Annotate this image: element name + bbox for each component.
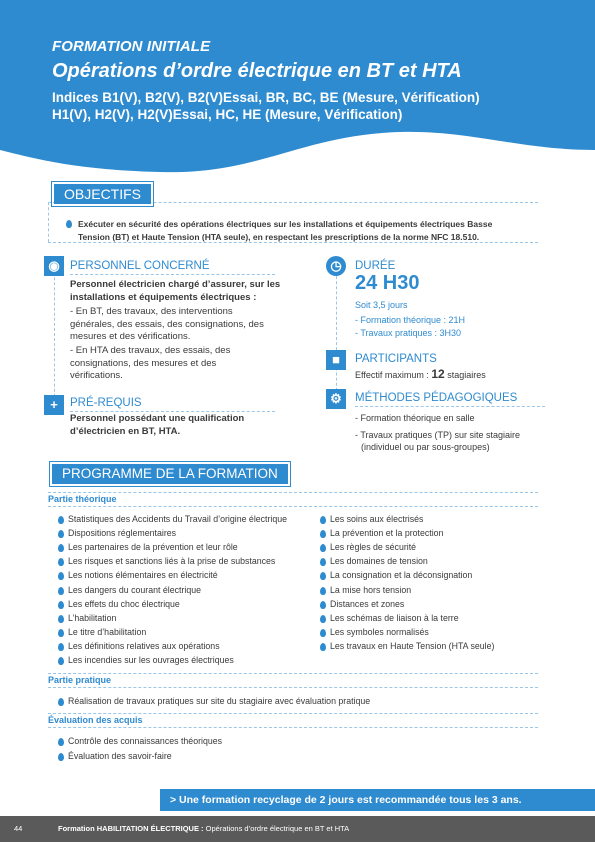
list-item xyxy=(330,556,428,566)
indices-line-2: H1(V), H2(V), H2(V)Essai, HC, HE (Mesure, Vérification) xyxy=(52,107,403,122)
list-item-text: La mise hors tension xyxy=(330,584,412,595)
divider xyxy=(70,274,275,275)
list-item-text: Les incendies sur les ouvrages électriques xyxy=(68,655,234,665)
list-item-text: L’habilitation xyxy=(68,612,117,623)
bullet-icon xyxy=(320,643,326,651)
list-item-text: Les effets du choc électrique xyxy=(68,598,180,609)
list-item-text: Les soins aux électrisés xyxy=(330,514,424,524)
kicker: FORMATION INITIALE xyxy=(52,38,211,55)
list-item xyxy=(68,599,180,609)
participants-max: 12 xyxy=(431,367,445,381)
list-item xyxy=(68,736,222,746)
bullet-icon xyxy=(58,516,64,524)
divider xyxy=(355,406,545,407)
list-item xyxy=(68,627,146,637)
footer-title: Opérations d’ordre électrique en BT et HTA xyxy=(205,824,350,833)
list-item-text: Contrôle des connaissances théoriques xyxy=(68,736,223,746)
list-item-text: Les dangers du courant électrique xyxy=(68,584,202,595)
list-item-text: Le titre d’habilitation xyxy=(68,626,147,637)
bullet-icon xyxy=(320,530,326,538)
list-item xyxy=(68,696,370,706)
list-item xyxy=(330,627,429,637)
list-item xyxy=(68,542,238,552)
divider xyxy=(48,492,538,493)
list-item xyxy=(330,542,416,552)
list-item xyxy=(330,599,404,609)
participants-icon: ■ xyxy=(326,350,346,370)
bullet-icon xyxy=(58,753,64,761)
list-item xyxy=(68,655,234,665)
bullet-icon xyxy=(58,615,64,623)
divider xyxy=(336,266,337,406)
methodes-title: MÉTHODES PÉDAGOGIQUES xyxy=(355,392,518,404)
list-item xyxy=(330,585,411,595)
list-item xyxy=(68,514,287,524)
list-item-text: Statistiques des Accidents du Travail d’origine électrique xyxy=(68,514,288,524)
list-item-text: Les domaines de tension xyxy=(330,556,428,567)
divider xyxy=(54,262,55,412)
plus-icon: + xyxy=(44,395,64,415)
duree-practice: - Travaux pratiques : 3H30 xyxy=(355,328,462,338)
prerequis-title: PRÉ-REQUIS xyxy=(70,397,142,409)
divider xyxy=(48,713,538,714)
list-item-text: La consignation et la déconsignation xyxy=(330,570,473,581)
list-item xyxy=(68,613,116,623)
bullet-icon xyxy=(58,530,64,538)
participants-title: PARTICIPANTS xyxy=(355,353,437,365)
bullet-icon xyxy=(58,643,64,651)
theory-title: Partie théorique xyxy=(48,494,117,504)
list-item-text: La prévention et la protection xyxy=(330,528,444,539)
bullet-icon xyxy=(58,657,64,665)
gears-icon: ⚙ xyxy=(326,389,346,409)
divider xyxy=(48,202,49,242)
list-item xyxy=(68,641,220,651)
list-item xyxy=(68,556,275,566)
divider xyxy=(48,506,538,507)
programme-title: PROGRAMME DE LA FORMATION xyxy=(52,464,288,484)
bullet-icon xyxy=(320,601,326,609)
list-item-text: Les risques et sanctions liés à la prise de substances xyxy=(68,556,276,567)
page-title: Opérations d’ordre électrique en BT et HTA xyxy=(52,60,462,82)
list-item-text: Réalisation de travaux pratiques sur site du stagiaire avec évaluation pratique xyxy=(68,696,371,706)
duree-days: Soit 3,5 jours xyxy=(355,300,408,310)
recyclage-banner: > Une formation recyclage de 2 jours est recommandée tous les 3 ans. xyxy=(160,789,595,811)
bullet-icon xyxy=(58,544,64,552)
list-item xyxy=(68,570,218,580)
bullet-icon xyxy=(58,601,64,609)
list-item-text: Les notions élémentaires en électricité xyxy=(68,570,218,581)
list-item-text: Distances et zones xyxy=(330,598,405,609)
list-item xyxy=(330,570,472,580)
personnel-item-hta: - En HTA des travaux, des essais, des consignations, des mesures et des vérifications. xyxy=(70,345,231,381)
prerequis-text: Personnel possédant une qualification d’électricien en BT, HTA. xyxy=(70,413,245,437)
bullet-icon xyxy=(320,572,326,580)
duree-value: 24 H30 xyxy=(355,272,420,294)
clock-icon: ◷ xyxy=(326,256,346,276)
bullet-icon xyxy=(320,615,326,623)
bullet-icon xyxy=(58,572,64,580)
bullet-icon xyxy=(320,587,326,595)
list-item xyxy=(68,528,176,538)
participants-label: Effectif maximum : xyxy=(355,370,432,380)
duree-theory: - Formation théorique : 21H xyxy=(355,315,466,325)
objectifs-text: Exécuter en sécurité des opérations électriques sur les installations et équipements électriques Basse Tension (BT) et Haute Tension (HTA seule), en respectant les prescriptions de la norme NFC 18.510. xyxy=(78,219,493,242)
footer xyxy=(0,816,595,842)
list-item xyxy=(330,528,443,538)
objectifs-title: OBJECTIFS xyxy=(54,184,151,204)
personnel-item-bt: - En BT, des travaux, des interventions générales, des essais, des consignations, des mesures et des vérifications. xyxy=(70,306,264,342)
bullet-icon xyxy=(320,544,326,552)
duree-title: DURÉE xyxy=(355,260,396,272)
methodes-item-2b: (individuel ou par sous-groupes) xyxy=(361,442,490,452)
footer-prefix: Formation HABILITATION ÉLECTRIQUE : xyxy=(58,824,206,833)
bullet-icon xyxy=(58,738,64,746)
methodes-item-2: - Travaux pratiques (TP) sur site stagiaire xyxy=(355,430,521,440)
footer-text xyxy=(58,816,349,842)
bullet-icon xyxy=(320,629,326,637)
list-item-text: Les symboles normalisés xyxy=(330,626,429,637)
list-item xyxy=(330,613,459,623)
personnel-lead: Personnel électricien chargé d’assurer, sur les installations et équipements électriques : xyxy=(70,279,281,303)
list-item xyxy=(68,585,201,595)
header-band xyxy=(0,0,595,175)
list-item-text: Les définitions relatives aux opérations xyxy=(68,640,220,651)
participants-unit: stagiaires xyxy=(444,370,486,380)
page-number: 44 xyxy=(14,824,23,833)
list-item xyxy=(330,641,494,651)
list-item xyxy=(330,514,423,524)
methodes-item-1: - Formation théorique en salle xyxy=(355,413,475,423)
list-item-text: Dispositions réglementaires xyxy=(68,528,177,539)
bullet-icon xyxy=(58,587,64,595)
participants-line xyxy=(355,367,486,381)
divider xyxy=(48,673,538,674)
eval-title: Évaluation des acquis xyxy=(48,715,143,725)
bullet-icon xyxy=(58,698,64,706)
list-item-text: Les schémas de liaison à la terre xyxy=(330,612,459,623)
list-item xyxy=(68,751,172,761)
personnel-title: PERSONNEL CONCERNÉ xyxy=(70,260,210,272)
bullet-icon xyxy=(320,558,326,566)
indices-line-1: Indices B1(V), B2(V), B2(V)Essai, BR, BC, BE (Mesure, Vérification) xyxy=(52,90,480,105)
list-item-text: Les règles de sécurité xyxy=(330,542,417,553)
list-item-text: Les partenaires de la prévention et leur rôle xyxy=(68,542,238,553)
list-item-text: Évaluation des savoir-faire xyxy=(68,750,172,761)
bullet-icon xyxy=(58,558,64,566)
bullet-icon xyxy=(320,516,326,524)
person-icon: ◉ xyxy=(44,256,64,276)
bullet-icon xyxy=(66,220,72,228)
divider xyxy=(48,727,538,728)
practice-title: Partie pratique xyxy=(48,675,112,685)
bullet-icon xyxy=(58,629,64,637)
divider xyxy=(48,687,538,688)
list-item-text: Les travaux en Haute Tension (HTA seule) xyxy=(330,640,495,651)
